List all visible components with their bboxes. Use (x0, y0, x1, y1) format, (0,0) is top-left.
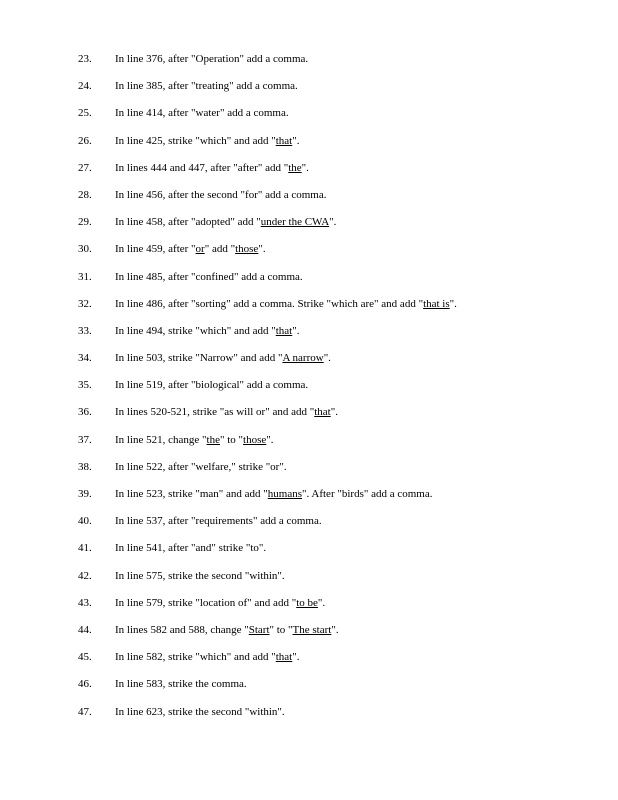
text-segment: In line 519, after "biological" add a comma. (115, 379, 309, 392)
text-segment: In line 385, after "treating" add a comma. (115, 80, 298, 93)
item-number: 23. (78, 53, 92, 65)
item-number: 38. (78, 460, 92, 473)
item-number: 41. (78, 542, 92, 555)
inserted-text: or (195, 243, 205, 256)
item-number: 45. (78, 651, 92, 664)
inserted-text: humans (267, 488, 303, 500)
list-item (0, 215, 618, 242)
item-text (115, 351, 331, 365)
inserted-text: that is (423, 297, 450, 310)
item-number: 24. (78, 80, 92, 93)
item-text (115, 52, 308, 66)
text-segment: ". (323, 352, 331, 365)
text-segment: In line 459, after " (115, 243, 196, 256)
text-segment: In line 485, after "confined" add a comma. (115, 270, 303, 283)
text-segment: In line 494, strike "which" and add " (115, 324, 276, 337)
item-number: 35. (78, 379, 92, 392)
item-text (115, 596, 325, 610)
inserted-text: the (288, 161, 302, 174)
list-item (0, 433, 618, 460)
item-text (115, 106, 289, 120)
item-text (115, 378, 308, 392)
text-segment: In line 575, strike the second "within". (115, 569, 285, 582)
text-segment: ". (292, 651, 300, 664)
item-text (115, 487, 432, 501)
list-item (0, 297, 618, 324)
item-text (115, 324, 299, 338)
inserted-text: that (275, 324, 293, 337)
inserted-text: A narrow (282, 352, 324, 365)
text-segment: In lines 520-521, strike "as will or" and add " (115, 406, 315, 419)
inserted-text: to be (296, 596, 318, 609)
item-text (115, 297, 457, 311)
list-item (0, 351, 618, 378)
list-item (0, 514, 618, 541)
list-item (0, 677, 618, 704)
text-segment: ". (329, 216, 337, 229)
text-segment: In line 456, after the second "for" add a comma. (115, 188, 327, 201)
text-segment: In line 486, after "sorting" add a comma. Strike "which are" and add " (115, 297, 424, 310)
item-number: 28. (78, 188, 92, 201)
item-number: 29. (78, 216, 92, 229)
list-item (0, 623, 618, 650)
text-segment: In line 458, after "adopted" add " (115, 216, 261, 229)
inserted-text: Start (248, 623, 270, 636)
item-number: 43. (78, 596, 92, 609)
text-segment: In line 376, after "Operation" add a comma. (115, 53, 309, 65)
list-item (0, 270, 618, 297)
list-item (0, 460, 618, 487)
item-number: 44. (78, 623, 92, 636)
list-item (0, 650, 618, 677)
inserted-text: under the CWA (260, 216, 330, 229)
item-number: 30. (78, 243, 92, 256)
item-text (115, 623, 339, 637)
item-text (115, 677, 247, 691)
list-item (0, 242, 618, 269)
text-segment: In line 414, after "water" add a comma. (115, 107, 289, 120)
list-item (0, 405, 618, 432)
text-segment: " add " (204, 243, 236, 256)
item-text (115, 188, 327, 202)
item-number: 39. (78, 488, 92, 500)
text-segment: ". (330, 406, 338, 419)
item-number: 31. (78, 270, 92, 283)
item-text (115, 161, 309, 175)
item-number: 26. (78, 134, 92, 147)
item-number: 37. (78, 433, 92, 446)
item-text (115, 514, 322, 528)
list-item (0, 52, 618, 79)
item-number: 32. (78, 297, 92, 310)
text-segment: In line 582, strike "which" and add " (115, 651, 276, 664)
list-item (0, 134, 618, 161)
item-text (115, 460, 287, 474)
inserted-text: that (314, 406, 331, 419)
list-item (0, 569, 618, 596)
list-item (0, 161, 618, 188)
text-segment: In line 623, strike the second "within". (115, 705, 285, 718)
text-segment: In line 521, change " (115, 433, 207, 446)
text-segment: ". (301, 161, 309, 174)
text-segment: ". After "birds" add a comma. (302, 488, 433, 500)
amendment-list (0, 52, 618, 732)
item-number: 40. (78, 515, 92, 528)
text-segment: ". (258, 243, 266, 256)
list-item (0, 79, 618, 106)
list-item (0, 324, 618, 351)
item-text (115, 270, 303, 284)
text-segment: ". (292, 134, 300, 147)
item-text (115, 242, 266, 256)
item-number: 47. (78, 705, 92, 718)
text-segment: In line 579, strike "location of" and add " (115, 596, 297, 609)
text-segment: ". (317, 596, 326, 609)
text-segment: ". (266, 433, 274, 446)
text-segment: In line 522, after "welfare," strike "or". (115, 460, 287, 473)
item-text (115, 433, 274, 447)
list-item (0, 487, 618, 514)
text-segment: In line 541, after "and" strike "to". (115, 542, 267, 555)
text-segment: In line 537, after "requirements" add a comma. (115, 515, 322, 528)
text-segment: In line 425, strike "which" and add " (115, 134, 276, 147)
inserted-text: those (235, 243, 259, 256)
list-item (0, 705, 618, 732)
text-segment: In lines 444 and 447, after "after" add " (115, 161, 289, 174)
list-item (0, 378, 618, 405)
text-segment: In lines 582 and 588, change " (115, 623, 249, 636)
inserted-text: that (275, 651, 293, 664)
item-text (115, 405, 338, 419)
text-segment: In line 523, strike "man" and add " (115, 488, 268, 500)
item-text (115, 705, 285, 719)
text-segment: In line 503, strike "Narrow" and add " (115, 352, 283, 365)
item-number: 42. (78, 569, 92, 582)
inserted-text: the (206, 433, 220, 446)
item-text (115, 134, 299, 148)
item-number: 36. (78, 406, 92, 419)
item-number: 33. (78, 324, 92, 337)
item-text (115, 79, 298, 93)
text-segment: ". (292, 324, 300, 337)
list-item (0, 188, 618, 215)
inserted-text: those (243, 433, 267, 446)
item-number: 46. (78, 678, 92, 691)
list-item (0, 596, 618, 623)
item-text (115, 215, 336, 229)
text-segment: " to " (220, 433, 244, 446)
item-text (115, 650, 299, 664)
inserted-text: The start (292, 623, 332, 636)
inserted-text: that (275, 134, 293, 147)
item-number: 27. (78, 161, 92, 174)
list-item (0, 541, 618, 568)
text-segment: ". (331, 623, 339, 636)
item-text (115, 569, 285, 583)
text-segment: ". (449, 297, 457, 310)
text-segment: In line 583, strike the comma. (115, 678, 247, 691)
item-number: 25. (78, 107, 92, 120)
text-segment: " to " (269, 623, 293, 636)
item-number: 34. (78, 352, 92, 365)
item-text (115, 541, 266, 555)
list-item (0, 106, 618, 133)
